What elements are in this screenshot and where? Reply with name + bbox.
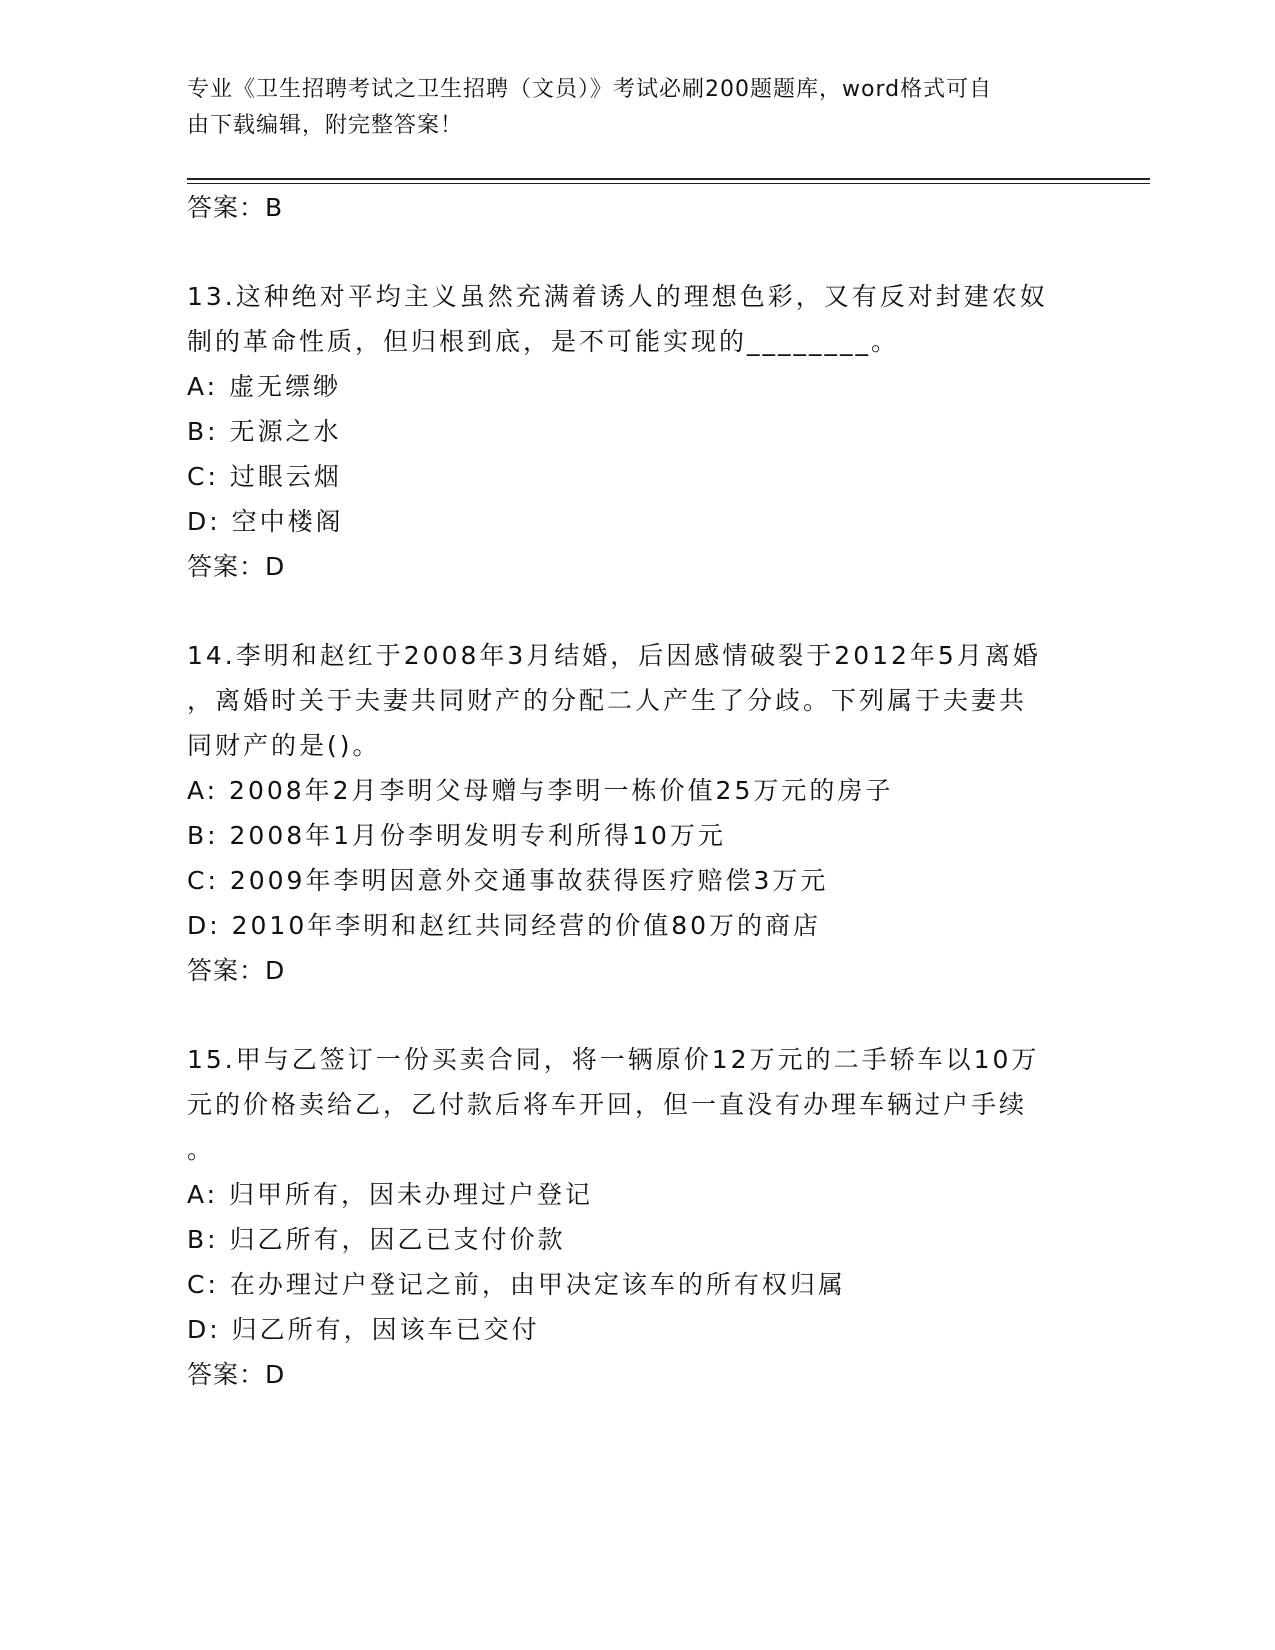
question-text: 15.甲与乙签订一份买卖合同，将一辆原价12万元的二手轿车以10万	[187, 1045, 1040, 1074]
question-15	[187, 1037, 1087, 1397]
question-14	[187, 633, 1087, 993]
header-rule-thin	[187, 183, 1150, 184]
option-d: D: 归乙所有，因该车已交付	[187, 1315, 540, 1344]
option-a: A: 虚无缥缈	[187, 372, 342, 401]
question-text: ，离婚时关于夫妻共同财产的分配二人产生了分歧。下列属于夫妻共	[187, 686, 1028, 715]
question-text: 14.李明和赵红于2008年3月结婚，后因感情破裂于2012年5月离婚	[187, 641, 1041, 670]
option-b: B: 2008年1月份李明发明专利所得10万元	[187, 821, 726, 850]
option-a: A: 2008年2月李明父母赠与李明一栋价值25万元的房子	[187, 776, 894, 805]
header-rule	[187, 178, 1150, 180]
option-a: A: 归甲所有，因未办理过户登记	[187, 1180, 594, 1209]
question-text: 同财产的是()。	[187, 731, 381, 760]
question-text: 13.这种绝对平均主义虽然充满着诱人的理想色彩，又有反对封建农奴	[187, 282, 1048, 311]
option-b: B: 无源之水	[187, 417, 342, 446]
option-c: C: 2009年李明因意外交通事故获得医疗赔偿3万元	[187, 866, 829, 895]
option-d: D: 空中楼阁	[187, 507, 344, 536]
option-c: C: 过眼云烟	[187, 462, 342, 491]
document-header	[187, 72, 1067, 144]
answer: 答案：D	[187, 552, 286, 581]
question-text: 。	[187, 1135, 216, 1164]
option-b: B: 归乙所有，因乙已支付价款	[187, 1225, 566, 1254]
answer-previous: 答案：B	[187, 193, 284, 222]
answer: 答案：D	[187, 956, 286, 985]
header-line-1: 专业《卫生招聘考试之卫生招聘（文员）》考试必刷200题题库，word格式可自	[187, 77, 993, 102]
header-line-2: 由下载编辑，附完整答案！	[187, 113, 464, 138]
option-c: C: 在办理过户登记之前，由甲决定该车的所有权归属	[187, 1270, 846, 1299]
question-text: 制的革命性质，但归根到底，是不可能实现的________。	[187, 327, 900, 356]
option-d: D: 2010年李明和赵红共同经营的价值80万的商店	[187, 911, 822, 940]
question-13	[187, 274, 1087, 589]
document-body	[187, 185, 1087, 1397]
question-text: 元的价格卖给乙，乙付款后将车开回，但一直没有办理车辆过户手续	[187, 1090, 1028, 1119]
answer: 答案：D	[187, 1360, 286, 1389]
